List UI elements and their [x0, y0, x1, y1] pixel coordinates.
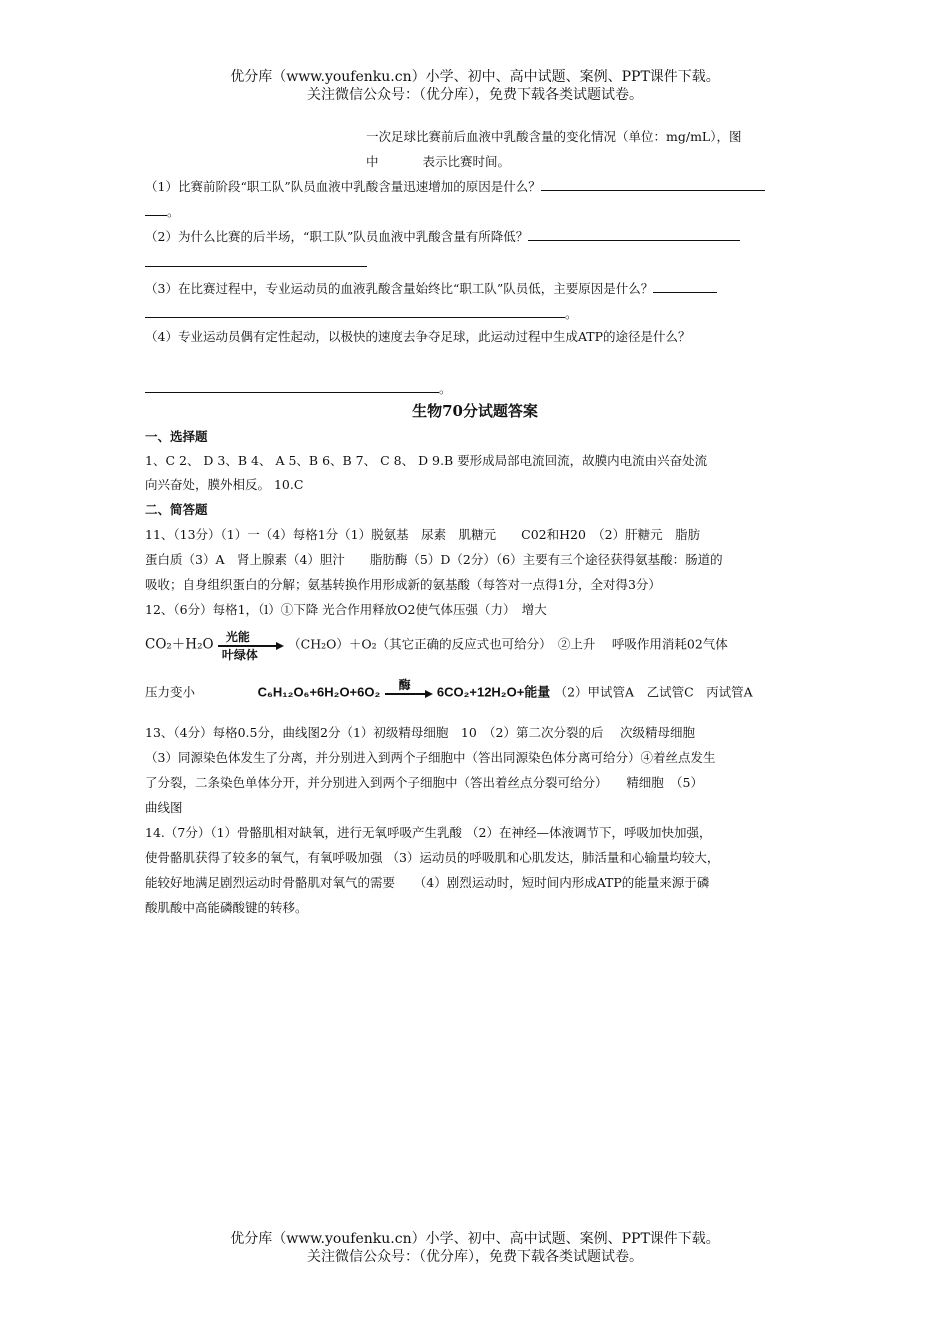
answer-14-line-1: 14.（7分）（1）骨骼肌相对缺氧，进行无氧呼吸产生乳酸 （2）在神经—体液调节下，呼吸加快加强，	[145, 825, 712, 840]
equation-1-left: CO₂＋H₂O	[145, 636, 214, 653]
respiration-equation-line	[145, 676, 753, 710]
question-1-end: 。	[167, 204, 180, 219]
answer-12-line-3-end: （2）甲试管A 乙试管C 丙试管A	[554, 684, 753, 700]
answer-14-line-4: 酸肌酸中高能磷酸键的转移。	[145, 900, 308, 915]
answers-title: 生物70分试题答案	[412, 402, 538, 420]
answer-blank	[145, 252, 367, 267]
answer-blank	[653, 278, 717, 293]
reaction-arrow	[218, 628, 284, 662]
header-line-1: 优分库（www.youfenku.cn）小学、初中、高中试题、案例、PPT课件下载。	[230, 69, 720, 85]
answer-12-line-1: 12、（6分）每格1，（l）①下降 光合作用释放O2使气体压强（力） 增大	[145, 602, 547, 617]
intro-line-2a: 中	[366, 154, 379, 169]
intro-line-2b: 表示比赛时间。	[422, 154, 510, 169]
arrow-label-top: 光能	[225, 630, 250, 644]
mc-answers-line-1: 1、C 2、 D 3、B 4、 A 5、B 6、B 7、 C 8、 D 9.B 要形成局部电流回流，故膜内电流由兴奋处流	[145, 453, 708, 468]
answer-13-line-2: （3）同源染色体发生了分离，并分别进入到两个子细胞中（答出同源染色体分离可给分）④着丝点发生	[145, 750, 716, 765]
equation-1-right: （CH₂O）＋O₂（其它正确的反应式也可给分） ②上升 呼吸作用消耗02气体	[288, 636, 728, 652]
answer-blank	[541, 176, 765, 191]
answer-blank	[145, 303, 565, 318]
header-line-2: 关注微信公众号：（优分库），免费下载各类试题试卷。	[307, 87, 643, 103]
question-4-cont	[145, 378, 452, 400]
answer-12-line-3-start: 压力变小	[145, 684, 196, 700]
question-3-end: 。	[565, 306, 578, 321]
question-1-text: （1）比赛前阶段“职工队”队员血液中乳酸含量迅速增加的原因是什么？	[145, 179, 541, 194]
photosynthesis-equation	[145, 628, 728, 662]
question-3-text: （3）在比赛过程中，专业运动员的血液乳酸含量始终比“职工队”队员低，主要原因是什么？	[145, 281, 654, 296]
answer-blank	[145, 378, 439, 393]
question-2-cont	[145, 252, 367, 274]
intro-line-1: 一次足球比赛前后血液中乳酸含量的变化情况（单位：mg/mL），图	[366, 129, 742, 144]
equation-2-left: C₆H₁₂O₆+6H₂O+6O₂	[257, 684, 381, 700]
answer-blank	[145, 201, 167, 216]
answer-13-line-1: 13、（4分）每格0.5分，曲线图2分（1）初级精母细胞 10 （2）第二次分裂的后 次级精母细胞	[145, 725, 695, 740]
section-multiple-choice: 一、选择题	[145, 429, 208, 444]
question-1	[145, 176, 765, 198]
question-3-cont	[145, 303, 578, 325]
arrow-label-top: 酶	[398, 678, 411, 692]
question-4: （4）专业运动员偶有定性起动，以极快的速度去争夺足球，此运动过程中生成ATP的途径是什么？	[145, 329, 691, 344]
answer-11-line-3: 吸收；自身组织蛋白的分解；氨基转换作用形成新的氨基酸（每答对一点得1分，全对得3分）	[145, 577, 661, 592]
question-2-text: （2）为什么比赛的后半场，“职工队”队员血液中乳酸含量有所降低？	[145, 229, 529, 244]
answer-blank	[528, 226, 740, 241]
intro-line-2	[366, 151, 510, 173]
footer-line-2: 关注微信公众号：（优分库），免费下载各类试题试卷。	[307, 1249, 643, 1265]
footer-line-1: 优分库（www.youfenku.cn）小学、初中、高中试题、案例、PPT课件下载。	[230, 1231, 720, 1247]
reaction-arrow	[385, 676, 433, 710]
question-4-end: 。	[439, 381, 452, 396]
question-3	[145, 278, 717, 300]
question-1-cont	[145, 201, 180, 223]
answer-11-line-1: 11、（13分）（1）一（4）每格1分（1）脱氨基 尿素 肌糖元 C02和H20 （2）肝糖元 脂肪	[145, 527, 701, 542]
arrow-label-bottom: 叶绿体	[221, 648, 258, 662]
answer-11-line-2: 蛋白质（3）A 肾上腺素（4）胆汁 脂肪酶（5）D（2分）（6）主要有三个途径获得氨基酸：肠道的	[145, 552, 723, 567]
answer-13-line-4: 曲线图	[145, 800, 183, 815]
equation-2-right: 6CO₂+12H₂O+能量	[436, 684, 551, 700]
arrow-icon	[385, 690, 433, 698]
answer-13-line-3: 了分裂，二条染色单体分开，并分别进入到两个子细胞中（答出着丝点分裂可给分） 精细胞 （5）	[145, 775, 703, 790]
question-2	[145, 226, 740, 248]
answer-14-line-2: 使骨骼肌获得了较多的氧气，有氧呼吸加强 （3）运动员的呼吸肌和心肌发达，肺活量和心输量均较大，	[145, 850, 720, 865]
answer-14-line-3: 能较好地满足剧烈运动时骨骼肌对氧气的需要 （4）剧烈运动时，短时间内形成ATP的能量来源于磷	[145, 875, 710, 890]
mc-answers-line-2: 向兴奋处，膜外相反。 10.C	[145, 477, 304, 492]
section-short-answer: 二、简答题	[145, 502, 208, 517]
